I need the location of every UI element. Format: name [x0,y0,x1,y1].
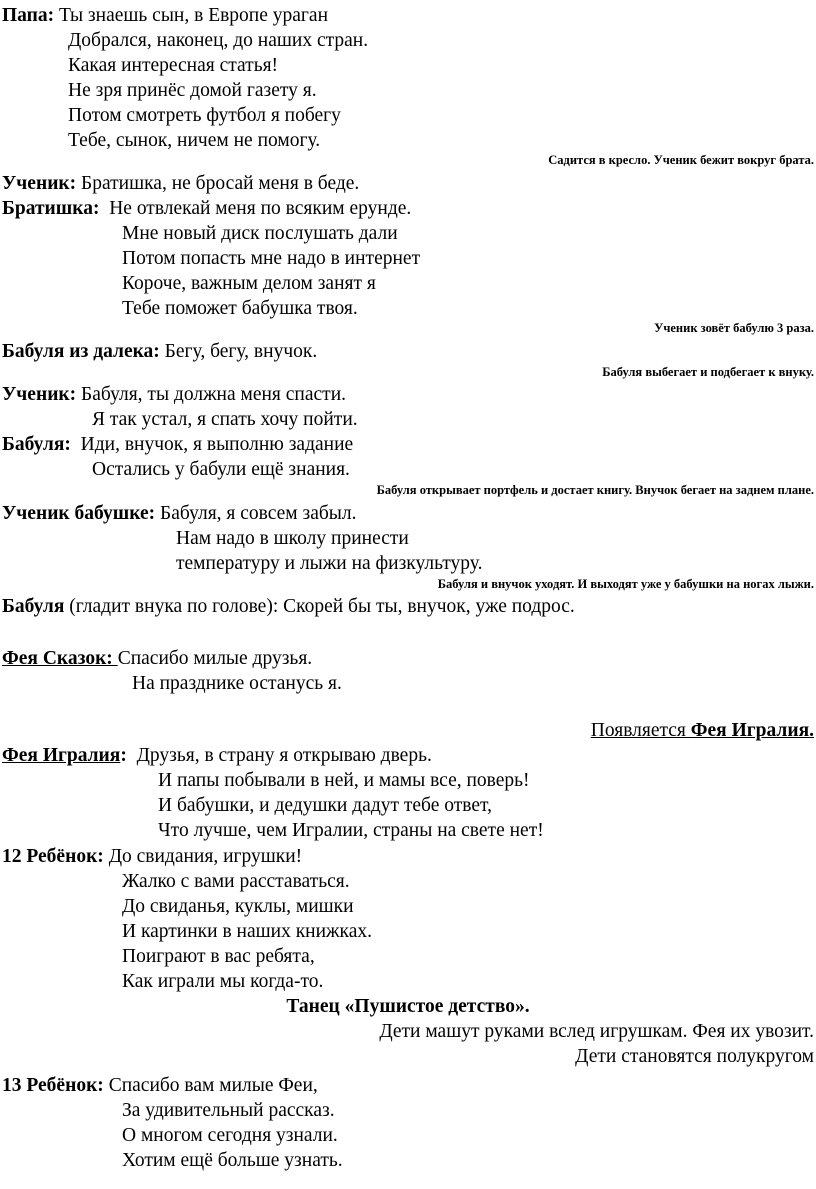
grandma2-line: Бабуля (гладит внука по голове): Скорей бы ты, внучок, уже подрос. [2,596,575,617]
speaker-student-2: Ученик: [2,384,77,405]
speaker-child-12: 12 Ребёнок: [2,846,104,867]
papa-line-6: Тебе, сынок, ничем не помогу. [68,130,321,151]
dance-title: Танец «Пушистое детство». [286,996,530,1017]
student3-line-2: Нам надо в школу принести [176,528,409,549]
igralia-line-4: Что лучше, чем Игралии, страны на свете нет! [158,820,544,841]
speaker-grandma: Бабуля: [2,434,71,455]
after-dance-1: Дети машут руками вслед игрушкам. Фея их увозит. [379,1021,814,1042]
student3-line-3: температуру и лыжи на физкультуру. [176,553,483,574]
brother-line-3: Потом попасть мне надо в интернет [122,248,421,269]
child13-line-1: 13 Ребёнок: Спасибо вам милые Феи, [2,1075,318,1096]
child12-line-6: Как играли мы когда-то. [122,971,324,992]
student2-line-1: Ученик: Бабуля, ты должна меня спасти. [2,384,347,405]
child12-line-5: Поиграют в вас ребята, [122,946,315,967]
igralia-line-3: И бабушки, и дедушки дадут тебе ответ, [158,795,492,816]
grandma-line-2: Остались у бабули ещё знания. [92,459,350,480]
igralia-line-2: И папы побывали в ней, и мамы все, поверь! [158,770,530,791]
child12-line-3: До свиданья, куклы, мишки [122,896,354,917]
child13-line-3: О многом сегодня узнали. [122,1125,338,1146]
brother-line-4: Короче, важным делом занят я [122,273,376,294]
speaker-papa: Папа: [2,5,55,26]
stage-direction-5: Бабуля и внучок уходят. И выходят уже у бабушки на ногах лыжи. [437,577,814,591]
papa-line-1: Папа: Ты знаешь сын, в Европе ураган [2,5,329,26]
child12-line-1: 12 Ребёнок: До свидания, игрушки! [2,846,303,867]
fairy-tales-line-1: Фея Сказок: Спасибо милые друзья. [2,648,313,669]
grandma-far-line: Бабуля из далека: Бегу, бегу, внучок. [2,341,318,362]
brother-line-5: Тебе поможет бабушка твоя. [122,298,358,319]
child12-line-4: И картинки в наших книжках. [122,921,372,942]
stage-direction-1: Садится в кресло. Ученик бежит вокруг брата. [548,153,814,167]
speaker-brother: Братишка: [2,198,100,219]
fairy-igralia-name: Фея Игралия. [690,720,814,741]
speaker-student: Ученик: [2,173,77,194]
papa-line-5: Потом смотреть футбол я побегу [68,105,341,126]
appear-direction: Появляется Фея Игралия. [590,720,814,741]
child12-line-2: Жалко с вами расставаться. [122,871,350,892]
student3-line-1: Ученик бабушке: Бабуля, я совсем забыл. [2,503,357,524]
speaker-grandma-far: Бабуля из далека: [2,341,160,362]
student-line-1: Ученик: Братишка, не бросай меня в беде. [2,173,360,194]
speaker-fairy-tales: Фея Сказок: [2,648,118,669]
papa-line-2: Добрался, наконец, до наших стран. [68,30,369,51]
brother-line-1: Братишка: Не отвлекай меня по всяким ерунде. [2,198,412,219]
stage-direction-3: Бабуля выбегает и подбегает к внуку. [602,365,814,379]
speaker-student-grandma: Ученик бабушке: [2,503,156,524]
igralia-line-1: Фея Игралия: Друзья, в страну я открываю дверь. [2,745,432,766]
after-dance-2: Дети становятся полукругом [575,1046,814,1067]
fairy-tales-line-2: На празднике останусь я. [132,673,342,694]
stage-direction-2: Ученик зовёт бабулю 3 раза. [654,321,814,335]
stage-direction-4: Бабуля открывает портфель и достает книгу. Внучок бегает на заднем плане. [376,483,814,497]
student2-line-2: Я так устал, я спать хочу пойти. [92,409,358,430]
child13-line-4: Хотим ещё больше узнать. [122,1150,343,1171]
grandma-line-1: Бабуля: Иди, внучок, я выполню задание [2,434,354,455]
child13-line-2: За удивительный рассказ. [122,1100,335,1121]
speaker-grandma-2: Бабуля [2,596,65,617]
papa-line-4: Не зря принёс домой газету я. [68,80,317,101]
brother-line-2: Мне новый диск послушать дали [122,223,398,244]
speaker-child-13: 13 Ребёнок: [2,1075,104,1096]
speaker-fairy-igralia: Фея Игралия [2,745,121,766]
papa-line-3: Какая интересная статья! [68,55,279,76]
